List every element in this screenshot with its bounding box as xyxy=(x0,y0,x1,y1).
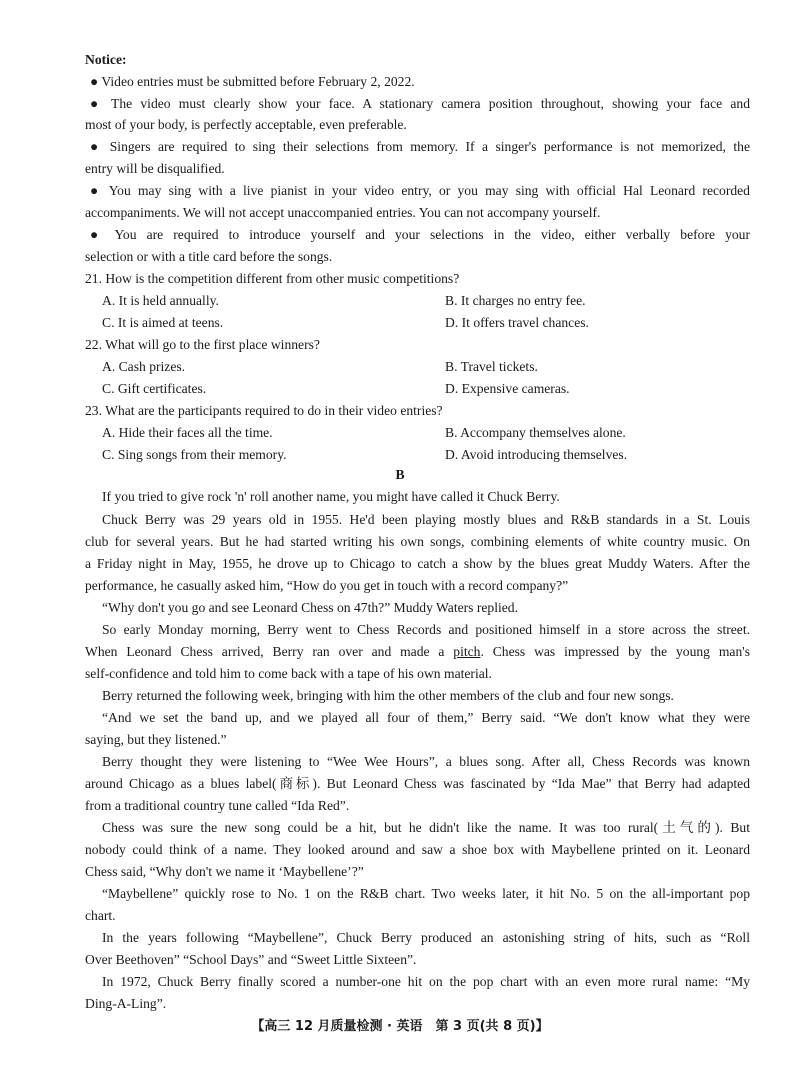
bullet-icon: ● xyxy=(90,74,99,89)
option-23-c[interactable]: C. Sing songs from their memory. xyxy=(102,447,287,462)
passage-p8-l2: nobody could think of a name. They looked around and saw a shoe box with Maybellene printed on it. Leonard xyxy=(85,842,750,857)
question-23-stem: 23. What are the participants required to do in their video entries? xyxy=(85,403,443,418)
option-21-d[interactable]: D. It offers travel chances. xyxy=(445,315,589,330)
passage-p1: If you tried to give rock 'n' roll another name, you might have called it Chuck Berry. xyxy=(102,489,560,504)
bullet-icon: ● xyxy=(90,227,105,242)
bullet-icon: ● xyxy=(90,139,103,154)
passage-p6-l2: saying, but they listened.” xyxy=(85,732,227,747)
question-21-options-row-1 xyxy=(102,290,767,312)
passage-p9-l1: “Maybellene” quickly rose to No. 1 on the R&B chart. Two weeks later, it hit No. 5 on the all-important pop xyxy=(102,886,750,901)
question-22-options-row-2 xyxy=(102,378,767,400)
option-23-d[interactable]: D. Avoid introducing themselves. xyxy=(445,447,628,462)
passage-p2-l1: Chuck Berry was 29 years old in 1955. He'd been playing mostly blues and R&B standards in a St. Louis xyxy=(102,512,750,527)
passage-p10-l2: Over Beethoven” “School Days” and “Sweet Little Sixteen”. xyxy=(85,952,417,967)
passage-p7-l1: Berry thought they were listening to “Wee Wee Hours”, a blues song. After all, Chess Records was known xyxy=(102,754,750,769)
passage-p8-l3: Chess said, “Why don't we name it ‘Maybellene’?” xyxy=(85,864,364,879)
question-22-stem: 22. What will go to the first place winners? xyxy=(85,337,320,352)
passage-p2-l4: performance, he casually asked him, “How do you get in touch with a record company?” xyxy=(85,578,569,593)
notice-bullet-5: ● You are required to introduce yourself and your selections in the video, either verbally before your xyxy=(90,227,750,242)
passage-p3: “Why don't you go and see Leonard Chess on 47th?” Muddy Waters replied. xyxy=(102,600,518,615)
option-21-b[interactable]: B. It charges no entry fee. xyxy=(445,293,586,308)
notice-bullet-3-cont: entry will be disqualified. xyxy=(85,161,225,176)
option-21-c[interactable]: C. It is aimed at teens. xyxy=(102,315,224,330)
bullet-icon: ● xyxy=(90,96,104,111)
option-22-c[interactable]: C. Gift certificates. xyxy=(102,381,207,396)
passage-p5: Berry returned the following week, bringing with him the other members of the club and four new songs. xyxy=(102,688,674,703)
question-21-stem: 21. How is the competition different from other music competitions? xyxy=(85,271,460,286)
option-22-a[interactable]: A. Cash prizes. xyxy=(102,359,186,374)
option-23-b[interactable]: B. Accompany themselves alone. xyxy=(445,425,626,440)
passage-p6-l1: “And we set the band up, and we played all four of them,” Berry said. “We don't know what they were xyxy=(102,710,750,725)
section-b-heading: B xyxy=(395,467,405,482)
notice-bullet-4-cont: accompaniments. We will not accept unaccompanied entries. You can not accompany yourself. xyxy=(85,205,601,220)
passage-p7-l3: from a traditional country tune called “Ida Red”. xyxy=(85,798,350,813)
passage-p11-l1: In 1972, Chuck Berry finally scored a number-one hit on the pop chart with an even more rural name: “My xyxy=(102,974,750,989)
passage-p4-l1: So early Monday morning, Berry went to Chess Records and positioned himself in a store across the street. xyxy=(102,622,750,637)
passage-p4-l3: self-confidence and told him to come back with a tape of his own material. xyxy=(85,666,492,681)
passage-p4-l2: When Leonard Chess arrived, Berry ran over and made a pitch. Chess was impressed by the young man's xyxy=(85,644,750,659)
notice-heading: Notice: xyxy=(85,52,127,67)
notice-bullet-5-cont: selection or with a title card before the songs. xyxy=(85,249,333,264)
notice-bullet-4: ● You may sing with a live pianist in your video entry, or you may sing with official Hal Leonard recorded xyxy=(90,183,750,198)
page-footer: 【高三 12 月质量检测 · 英语 第 3 页(共 8 页)】 xyxy=(251,1019,549,1034)
option-22-b[interactable]: B. Travel tickets. xyxy=(445,359,538,374)
underlined-word-pitch: pitch xyxy=(453,644,481,659)
option-22-d[interactable]: D. Expensive cameras. xyxy=(445,381,570,396)
passage-p2-l3: a Friday night in May, 1955, he drove up to Chicago to catch a show by the blues great Muddy Waters. After the xyxy=(85,556,750,571)
question-23-options-row-1 xyxy=(102,422,767,444)
notice-bullet-3: ● Singers are required to sing their selections from memory. If a singer's performance is not memorized, the xyxy=(90,139,750,154)
passage-p11-l2: Ding-A-Ling”. xyxy=(85,996,167,1011)
notice-bullet-1: ● Video entries must be submitted before February 2, 2022. xyxy=(90,74,415,89)
passage-p7-l2: around Chicago as a blues label(商标). But Leonard Chess was fascinated by “Ida Mae” that Berry had adapted xyxy=(85,776,750,791)
notice-bullet-2-cont: most of your body, is perfectly acceptable, even preferable. xyxy=(85,117,407,132)
question-21-options-row-2 xyxy=(102,312,767,334)
passage-p10-l1: In the years following “Maybellene”, Chuck Berry produced an astonishing string of hits, such as “Roll xyxy=(102,930,750,945)
option-23-a[interactable]: A. Hide their faces all the time. xyxy=(102,425,273,440)
question-22-options-row-1 xyxy=(102,356,767,378)
bullet-icon: ● xyxy=(90,183,103,198)
option-21-a[interactable]: A. It is held annually. xyxy=(102,293,219,308)
passage-p9-l2: chart. xyxy=(85,908,116,923)
question-23-options-row-2 xyxy=(102,444,767,466)
passage-p8-l1: Chess was sure the new song could be a hit, but he didn't like the name. It was too rural(土气的). But xyxy=(102,820,750,835)
passage-p2-l2: club for several years. But he had started writing his own songs, combining elements of white country music. On xyxy=(85,534,750,549)
notice-bullet-2: ● The video must clearly show your face. A stationary camera position throughout, showing your face and xyxy=(90,96,750,111)
